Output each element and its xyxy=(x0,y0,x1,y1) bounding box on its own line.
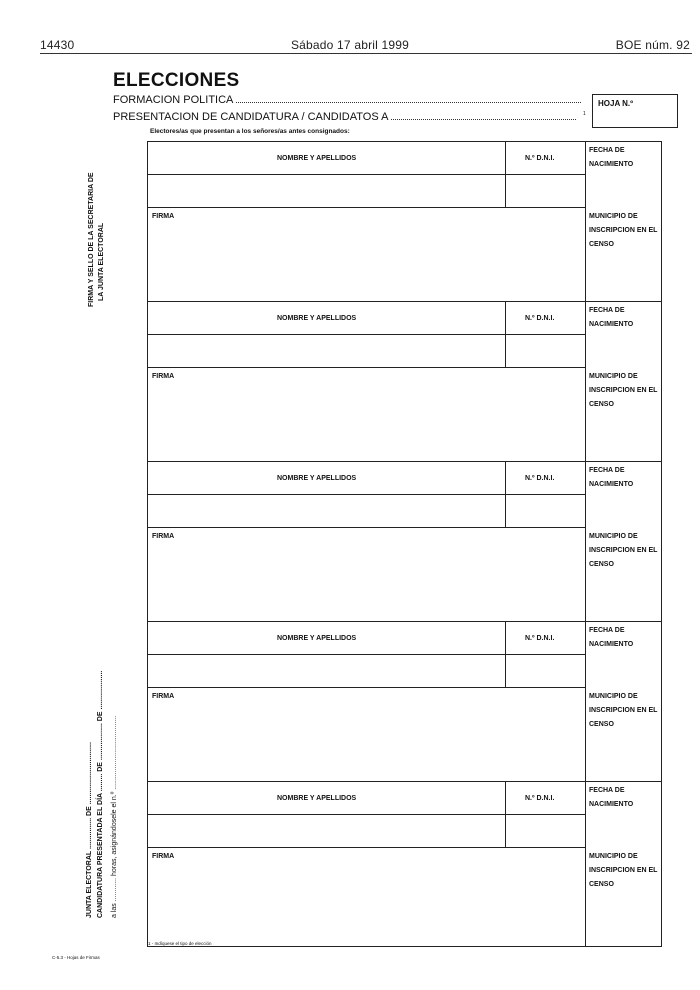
nombre-label: NOMBRE Y APELLIDOS xyxy=(277,475,357,482)
divider xyxy=(585,142,586,301)
divider xyxy=(585,302,586,461)
fecha-label: FECHA DE NACIMIENTO xyxy=(589,307,634,328)
junta-line: JUNTA ELECTORAL ................ DE ................................ xyxy=(86,742,93,918)
fecha-label: FECHA DE NACIMIENTO xyxy=(589,467,634,488)
divider xyxy=(148,334,585,335)
form-code: C-5.3 - Hojas de Firmas xyxy=(52,955,100,960)
dni-label: N.º D.N.I. xyxy=(525,795,555,802)
firma-label: FIRMA xyxy=(152,533,175,540)
header-rule xyxy=(40,53,692,54)
divider xyxy=(148,814,585,815)
dni-label: N.º D.N.I. xyxy=(525,155,555,162)
municipio-label: MUNICIPIO DE INSCRIPCION EN EL CENSO xyxy=(589,533,658,568)
fecha-label: FECHA DE NACIMIENTO xyxy=(589,627,634,648)
formacion-politica-line xyxy=(113,94,581,106)
divider xyxy=(148,174,585,175)
form-title: ELECCIONES xyxy=(113,70,240,91)
journal-issue: BOE núm. 92 xyxy=(615,38,690,52)
hoja-number-box[interactable] xyxy=(592,94,678,128)
candidatura-line xyxy=(113,111,586,123)
candidatura-field[interactable] xyxy=(391,119,576,120)
nombre-label: NOMBRE Y APELLIDOS xyxy=(277,635,357,642)
formacion-label: FORMACION POLITICA xyxy=(113,94,233,106)
nombre-label: NOMBRE Y APELLIDOS xyxy=(277,155,357,162)
nombre-label: NOMBRE Y APELLIDOS xyxy=(277,795,357,802)
firma-label: FIRMA xyxy=(152,373,175,380)
header-date: Sábado 17 abril 1999 xyxy=(290,38,410,52)
dni-label: N.º D.N.I. xyxy=(525,635,555,642)
signer-block xyxy=(147,301,662,461)
candidatura-presentada-line: CANDIDATURA PRESENTADA EL DÍA ......... DE ................... DE .................... xyxy=(97,670,104,918)
signer-block xyxy=(147,781,662,947)
firma-label: FIRMA xyxy=(152,693,175,700)
signature-grid xyxy=(147,141,662,947)
electores-note: Electores/as que presentan a los señores/as antes consignados: xyxy=(150,128,350,135)
page-number: 14430 xyxy=(40,38,75,52)
firma-label: FIRMA xyxy=(152,853,175,860)
divider xyxy=(585,782,586,946)
hoja-label: HOJA N.º xyxy=(598,99,634,108)
formacion-field[interactable] xyxy=(236,102,581,103)
municipio-label: MUNICIPIO DE INSCRIPCION EN EL CENSO xyxy=(589,213,658,248)
horas-line: a las ............ horas, asignándosele el n.º ...................................... xyxy=(111,715,118,918)
footnote: 1 - Indíquese el tipo de elección xyxy=(148,941,212,946)
signer-block xyxy=(147,461,662,621)
signer-block xyxy=(147,141,662,301)
divider xyxy=(148,207,585,208)
footnote-marker: 1 xyxy=(582,111,586,118)
divider xyxy=(148,367,585,368)
municipio-label: MUNICIPIO DE INSCRIPCION EN EL CENSO xyxy=(589,693,658,728)
divider xyxy=(148,847,585,848)
candidatura-label: PRESENTACION DE CANDIDATURA / CANDIDATOS A xyxy=(113,111,388,123)
fecha-label: FECHA DE NACIMIENTO xyxy=(589,787,634,808)
fecha-label: FECHA DE NACIMIENTO xyxy=(589,147,634,168)
firma-sello-label: FIRMA Y SELLO DE LA SECRETARIA DE xyxy=(88,172,95,307)
nombre-label: NOMBRE Y APELLIDOS xyxy=(277,315,357,322)
junta-electoral-label: LA JUNTA ELECTORAL xyxy=(98,222,105,301)
divider xyxy=(585,622,586,781)
dni-label: N.º D.N.I. xyxy=(525,475,555,482)
municipio-label: MUNICIPIO DE INSCRIPCION EN EL CENSO xyxy=(589,853,658,888)
divider xyxy=(148,494,585,495)
signer-block xyxy=(147,621,662,781)
divider xyxy=(148,527,585,528)
divider xyxy=(148,687,585,688)
firma-label: FIRMA xyxy=(152,213,175,220)
municipio-label: MUNICIPIO DE INSCRIPCION EN EL CENSO xyxy=(589,373,658,408)
divider xyxy=(148,654,585,655)
divider xyxy=(585,462,586,621)
dni-label: N.º D.N.I. xyxy=(525,315,555,322)
